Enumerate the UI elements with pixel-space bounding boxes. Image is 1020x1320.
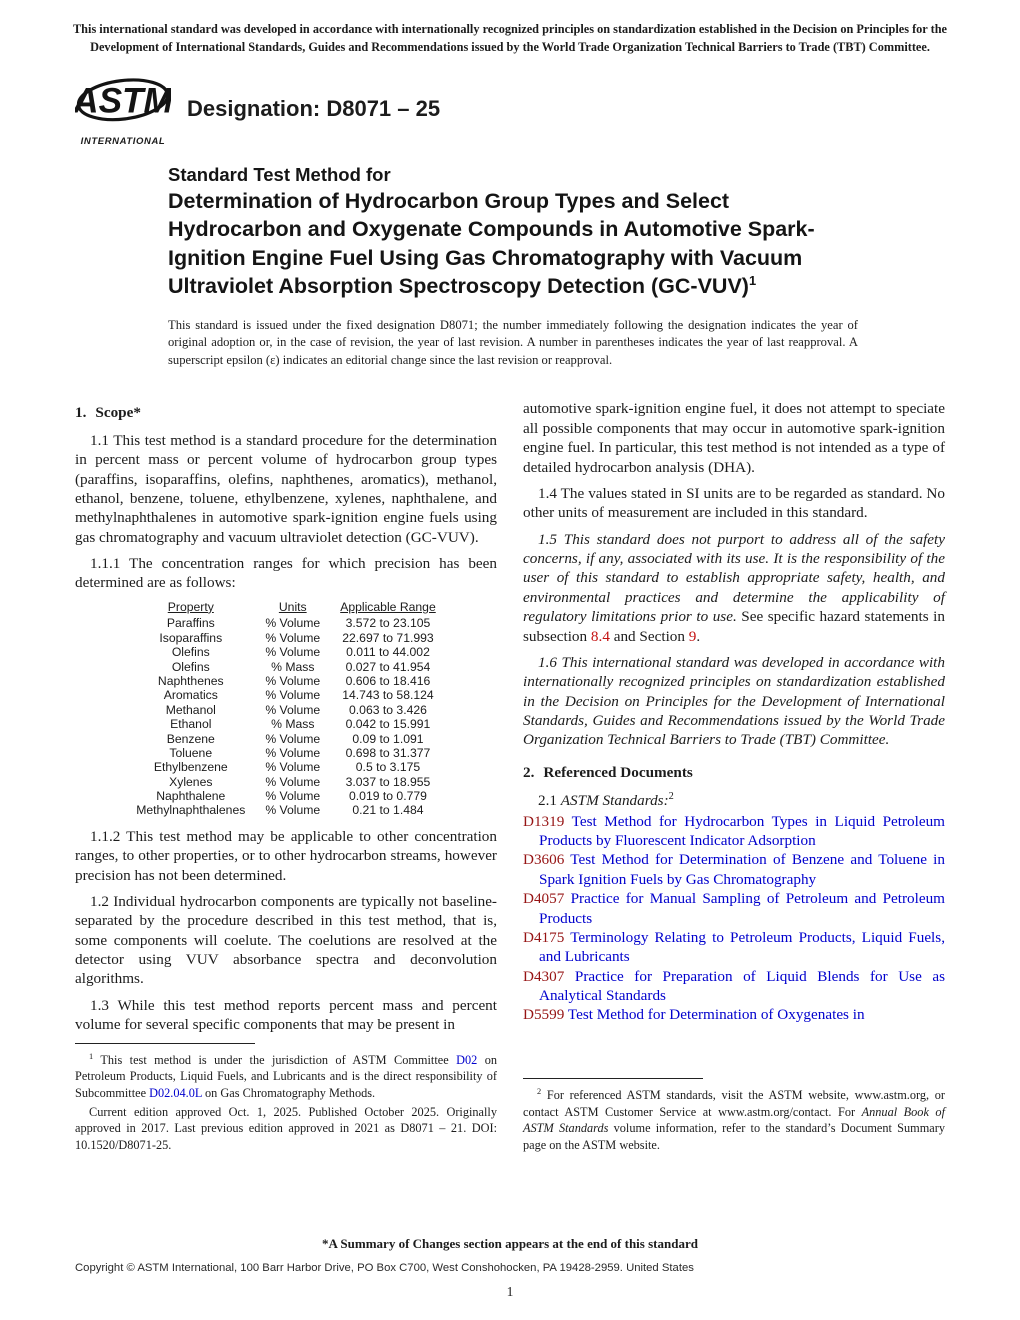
cell-range: 0.042 to 15.991 xyxy=(345,717,431,732)
section-2-heading xyxy=(523,763,945,782)
reference-title-link[interactable]: Practice for Preparation of Liquid Blends for Use as Analytical Standards xyxy=(539,967,946,1005)
cell-property: Isoparaffins xyxy=(159,630,223,645)
document-title-text: Determination of Hydrocarbon Group Types and Select Hydrocarbon and Oxygenate Compounds in Automotive Spark-Ignition Engine Fuel Using Gas Chromatography with Vacuum Ultraviolet Absorption Spectroscopy Detection (GC-VUV) xyxy=(168,188,815,299)
table-row xyxy=(126,631,446,645)
reference-title-link[interactable]: Practice for Manual Sampling of Petroleum and Petroleum Products xyxy=(539,890,945,927)
reference-code-link[interactable]: D4057 xyxy=(523,890,565,908)
cell-units: % Volume xyxy=(265,789,321,804)
page-number: 1 xyxy=(506,1284,514,1299)
astm-logo-icon xyxy=(75,71,171,135)
cell-units: % Mass xyxy=(271,659,315,674)
cell-units: % Volume xyxy=(265,731,321,746)
table-row xyxy=(126,645,446,659)
footnote-1-text-a: This test method is under the jurisdiction of ASTM Committee xyxy=(93,1052,457,1067)
footnote-1-mark: 1 xyxy=(89,1051,94,1061)
cell-units: % Volume xyxy=(265,774,321,789)
col-header-units: Units xyxy=(278,599,307,614)
reference-title-link[interactable]: Test Method for Determination of Oxygenates in xyxy=(567,1006,865,1024)
reference-item xyxy=(523,928,945,967)
cell-units: % Volume xyxy=(265,760,321,775)
paragraph-1-3-continued: automotive spark-ignition engine fuel, it does not attempt to speciate all possible components that may occur in automotive spark-ignition engine fuel. In particular, this test method is not intended as a type of detailed hydrocarbon analysis (DHA). xyxy=(523,400,945,476)
table-body xyxy=(126,616,446,817)
cell-units: % Volume xyxy=(265,645,321,660)
cell-property: Paraffins xyxy=(166,616,215,631)
cell-range: 3.572 to 23.105 xyxy=(345,616,431,631)
issued-note: This standard is issued under the fixed designation D8071; the number immediately following the designation indicates the year of original adoption or, in the case of revision, the year of last revision. A number in parentheses indicates the year of last reapproval. A superscript epsilon (ε) indicates an editorial change since the last revision or reapproval. xyxy=(168,317,858,367)
footnote-1-text-c: on Gas Chromatography Methods. xyxy=(201,1086,376,1101)
svg-text:ASTM: ASTM xyxy=(75,81,171,121)
cell-property: Methylnaphthalenes xyxy=(136,803,246,818)
table-row xyxy=(126,688,446,702)
cell-property: Toluene xyxy=(169,745,213,760)
astm-standards-list xyxy=(523,812,945,1025)
copyright-line: Copyright © ASTM International, 100 Barr Harbor Drive, PO Box C700, West Conshohocken, PA 19428-2959. United States xyxy=(75,1262,694,1274)
wto-notice: This international standard was developed in accordance with internationally recognized principles on standardization established in the Decision on Principles for the Development of International Standards, Guides and Recommendations issued by the World Trade Organization Technical Barriers to Trade (TBT) Committee. xyxy=(72,22,948,55)
cell-units: % Volume xyxy=(265,745,321,760)
reference-title-link[interactable]: Test Method for Hydrocarbon Types in Liquid Petroleum Products by Fluorescent Indicator Adsorption xyxy=(539,812,946,850)
cell-units: % Volume xyxy=(265,630,321,645)
paragraph-2-1-number: 2.1 xyxy=(538,792,561,810)
section-2-title: Referenced Documents xyxy=(543,763,693,781)
cell-range: 0.5 to 3.175 xyxy=(355,760,421,775)
reference-item xyxy=(523,1005,945,1024)
cell-property: Xylenes xyxy=(169,774,213,789)
table-row xyxy=(126,703,446,717)
paragraph-1-1-2: 1.1.2 This test method may be applicable to other concentration ranges, to other properties, or to other hydrocarbon streams, however precision has not been determined. xyxy=(75,827,497,884)
table-row xyxy=(126,760,446,774)
cell-range: 0.027 to 41.954 xyxy=(345,659,431,674)
reference-code-link[interactable]: D3606 xyxy=(523,851,565,869)
document-title xyxy=(168,187,833,301)
summary-of-changes-note: *A Summary of Changes section appears at the end of this standard xyxy=(322,1236,698,1251)
footnote-2-text-a: For referenced ASTM standards, visit the ASTM website, www.astm.org, or contact ASTM Customer Service at www.astm.org/contact. For xyxy=(523,1088,945,1119)
link-subsection-8-4[interactable]: 8.4 xyxy=(590,627,610,645)
left-column xyxy=(75,399,497,1155)
cell-property: Methanol xyxy=(165,702,216,717)
designation-label: Designation: D8071 – 25 xyxy=(187,95,441,121)
link-section-9[interactable]: 9 xyxy=(688,627,697,645)
footnote-2-book-title: Annual Book of ASTM Standards xyxy=(523,1104,945,1136)
table-row xyxy=(126,717,446,731)
paragraph-1-1: 1.1 This test method is a standard procedure for the determination in percent mass or percent volume of hydrocarbon group types (paraffins, isoparaffins, olefins, naphthenes, aromatics), methanol, ethanol, benzene, toluene, ethylbenzene, xylenes, naphthalene, and methylnaphthalenes in automotive spark-ignition engine fuels using gas chromatography and vacuum ultraviolet detection (GC-VUV). xyxy=(75,431,497,546)
paragraph-1-6: 1.6 This international standard was developed in accordance with internationally recognized principles on standardization established in the Decision on Principles for the Development of International Standards, Guides and Recommendations issued by the World Trade Organization Technical Barriers to Trade (TBT) Committee. xyxy=(523,653,945,749)
masthead xyxy=(75,71,1020,147)
table-row xyxy=(126,732,446,746)
cell-property: Ethylbenzene xyxy=(153,760,228,775)
cell-range: 14.743 to 58.124 xyxy=(342,688,434,703)
table-row xyxy=(126,674,446,688)
paragraph-1-2: 1.2 Individual hydrocarbon components are typically not baseline-separated by the procedure described in this test method, that is, some components will coelute. The coelutions are resolved at the detector using VUV absorbance spectra and deconvolution algorithms. xyxy=(75,892,497,988)
two-column-body xyxy=(75,399,945,1155)
footnote-1 xyxy=(75,1051,497,1102)
paragraph-1-5-italic: 1.5 This standard does not purport to address all of the safety concerns, if any, associated with its use. It is the responsibility of the user of this standard to establish appropriate safety, health, and environmental practices and determine the applicability of regulatory limitations prior to use. xyxy=(523,530,945,626)
title-prefix: Standard Test Method for xyxy=(168,163,391,185)
cell-property: Olefins xyxy=(171,659,210,674)
cell-range: 22.697 to 71.993 xyxy=(342,630,434,645)
cell-property: Benzene xyxy=(166,731,215,746)
reference-code-link[interactable]: D5599 xyxy=(523,1006,565,1024)
paragraph-1-3: 1.3 While this test method reports percent mass and percent volume for several specific components that may be present in xyxy=(75,996,497,1034)
cell-units: % Volume xyxy=(265,702,321,717)
astm-logo xyxy=(75,71,171,147)
footnote-separator xyxy=(523,1078,703,1079)
link-committee-d02[interactable]: D02 xyxy=(456,1052,478,1067)
footnote-2 xyxy=(523,1086,945,1153)
cell-range: 0.606 to 18.416 xyxy=(345,673,431,688)
reference-code-link[interactable]: D4307 xyxy=(523,967,565,985)
astm-logo-international-label: INTERNATIONAL xyxy=(80,135,166,147)
cell-range: 0.09 to 1.091 xyxy=(352,731,424,746)
section-1-title: Scope* xyxy=(95,404,141,422)
cell-units: % Volume xyxy=(265,616,321,631)
footnote-1-edition: Current edition approved Oct. 1, 2025. Published October 2025. Originally approved in 2017. Last previous edition approved in 2021 as D8071 – 21. DOI: 10.1520/D8071-25. xyxy=(75,1104,497,1152)
section-1-number: 1. xyxy=(75,404,87,422)
section-1-heading xyxy=(75,403,497,422)
footnote-2-text-b: volume information, refer to the standard’s Document Summary page on the ASTM website. xyxy=(523,1121,945,1152)
left-footnotes xyxy=(75,1043,497,1156)
cell-range: 0.21 to 1.484 xyxy=(352,803,424,818)
cell-property: Naphthalene xyxy=(156,789,226,804)
footnote-2-mark: 2 xyxy=(537,1086,542,1096)
cell-units: % Mass xyxy=(271,717,315,732)
footnote-separator xyxy=(75,1043,255,1044)
table-row xyxy=(126,616,446,630)
paragraph-1-5-text-b: and Section xyxy=(609,627,689,645)
section-2-number: 2. xyxy=(523,763,535,781)
cell-range: 0.019 to 0.779 xyxy=(349,789,427,804)
cell-range: 3.037 to 18.955 xyxy=(345,774,431,789)
right-footnotes xyxy=(523,1078,945,1155)
link-subcommittee-d02-04-0l[interactable]: D02.04.0L xyxy=(149,1086,202,1101)
reference-code-link[interactable]: D4175 xyxy=(523,928,565,946)
title-footnote-ref[interactable]: 1 xyxy=(748,273,757,289)
paragraph-2-1 xyxy=(523,790,945,810)
col-header-property: Property xyxy=(167,599,214,614)
table-row xyxy=(126,803,446,817)
table-row xyxy=(126,746,446,760)
paragraph-1-5 xyxy=(523,530,945,646)
cell-units: % Volume xyxy=(265,673,321,688)
reference-item xyxy=(523,850,945,889)
paragraph-1-5-text-c: . xyxy=(696,627,701,645)
reference-item xyxy=(523,967,945,1006)
table-header-row xyxy=(126,600,446,617)
reference-title-link[interactable]: Terminology Relating to Petroleum Products, Liquid Fuels, and Lubricants xyxy=(539,928,945,966)
cell-units: % Volume xyxy=(265,803,321,818)
table-row xyxy=(126,789,446,803)
paragraph-1-1-1: 1.1.1 The concentration ranges for which precision has been determined are as follows: xyxy=(75,555,497,592)
paragraph-2-1-label: ASTM Standards: xyxy=(560,792,669,810)
cell-range: 0.063 to 3.426 xyxy=(349,702,427,717)
table-row xyxy=(126,660,446,674)
reference-item xyxy=(523,889,945,928)
cell-units: % Volume xyxy=(265,688,321,703)
paragraph-1-5-text-a: See specific hazard statements in subsection xyxy=(523,608,945,645)
cell-range: 0.011 to 44.002 xyxy=(346,645,430,660)
title-block xyxy=(168,163,833,301)
table-row xyxy=(126,775,446,789)
reference-title-link[interactable]: Test Method for Determination of Benzene and Toluene in Spark Ignition Fuels by Gas Chromatography xyxy=(539,851,945,888)
right-column xyxy=(523,399,945,1155)
reference-code-link[interactable]: D1319 xyxy=(523,812,565,830)
cell-property: Ethanol xyxy=(170,717,212,732)
precision-range-table xyxy=(126,600,446,818)
reference-item xyxy=(523,812,945,851)
paragraph-1-4: 1.4 The values stated in SI units are to be regarded as standard. No other units of measurement are included in this standard. xyxy=(523,484,945,522)
col-header-range: Applicable Range xyxy=(340,599,436,614)
cell-property: Naphthenes xyxy=(157,673,224,688)
paragraph-2-1-footnote-ref[interactable]: 2 xyxy=(668,791,674,803)
cell-property: Aromatics xyxy=(163,688,218,703)
footnote-1-text-b: on Petroleum Products, Liquid Fuels, and Lubricants and is the direct responsibility of Subcommittee xyxy=(75,1052,498,1101)
cell-property: Olefins xyxy=(171,645,210,660)
cell-range: 0.698 to 31.377 xyxy=(345,745,431,760)
